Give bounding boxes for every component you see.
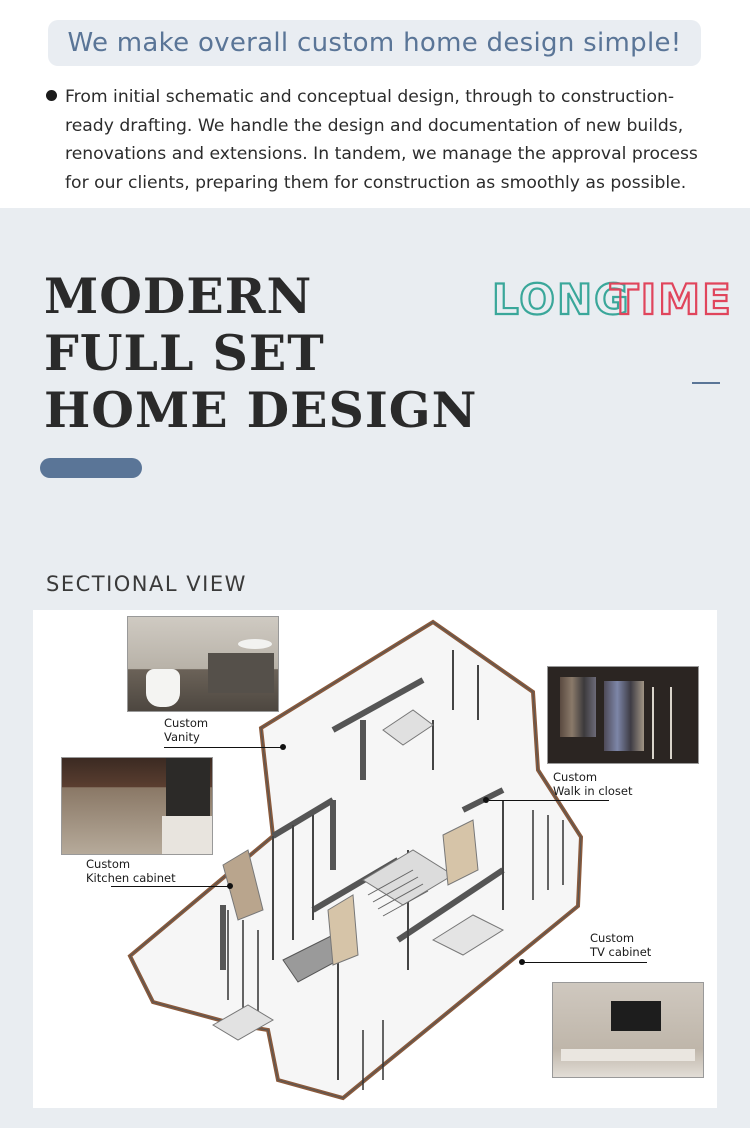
intro-line: From initial schematic and conceptual design, through to construction- [65,87,675,107]
callout-line: Kitchen cabinet [86,871,176,885]
hero-title-line: MODERN [44,267,313,325]
hero-title-line: HOME DESIGN [44,381,478,439]
tv-callout [590,931,651,959]
intro-paragraph [65,83,725,197]
intro-line: for our clients, preparing them for construction as smoothly as possible. [65,172,687,193]
tv-leader [523,962,647,963]
intro-section [0,0,750,208]
vanity-callout [164,716,208,744]
longtime-logo [492,272,733,324]
vanity-photo [127,616,279,712]
bullet-icon [46,90,57,101]
closet-leader [489,800,609,801]
callout-line: Custom [86,857,131,871]
accent-pill [40,458,142,478]
logo-text-time: TIME [610,275,733,324]
hero-title [44,268,477,439]
callout-line: Vanity [164,730,200,744]
tagline-banner: We make overall custom home design simple! [48,20,701,66]
intro-line: ready drafting. We handle the design and documentation of new builds, [65,115,684,136]
intro-line: renovations and extensions. In tandem, we manage the approval process [65,144,698,165]
logo-text-long: LONG [492,275,631,324]
section-heading: SECTIONAL VIEW [46,572,247,596]
kitchen-callout [86,857,176,885]
closet-callout [553,770,632,798]
vanity-marker [280,744,286,750]
closet-photo [547,666,699,764]
vanity-leader [164,747,282,748]
callout-line: Walk in closet [553,784,633,798]
sectional-view-panel [33,610,717,1108]
tv-marker [519,959,525,965]
kitchen-photo [61,757,213,855]
tv-photo [552,982,704,1078]
kitchen-marker [227,883,233,889]
accent-dash [692,382,720,384]
callout-line: Custom [590,931,635,945]
callout-line: Custom [164,716,209,730]
hero-title-line: FULL SET [44,324,325,382]
kitchen-leader [111,886,229,887]
callout-line: TV cabinet [590,945,652,959]
closet-marker [483,797,489,803]
callout-line: Custom [553,770,598,784]
